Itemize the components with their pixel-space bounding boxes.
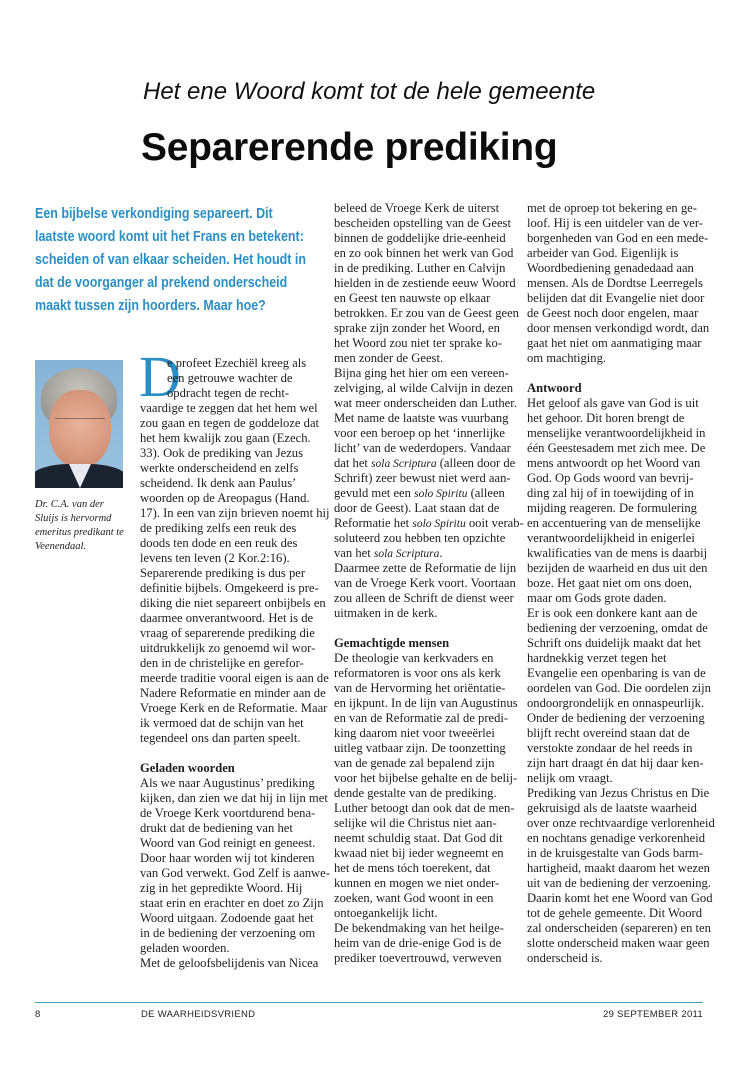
body-line: boze. Het gaat niet om ons doen, xyxy=(527,576,693,590)
caption-line: Dr. C.A. van der xyxy=(35,499,104,510)
text-run: . xyxy=(439,546,443,560)
body-line: Het geloof als gave van God is uit xyxy=(527,396,699,410)
body-line: belijden dat dit Evangelie niet door xyxy=(527,291,705,305)
text-run: van het xyxy=(334,546,374,560)
body-line: en accentuering van de menselijke xyxy=(527,516,701,530)
body-line: definitie bijbels. Omgekeerd is pre- xyxy=(140,581,319,595)
body-line: van de genade zal bepalend zijn xyxy=(334,756,495,770)
text-run: dat het xyxy=(334,456,372,470)
body-line: heim van de drie-enige God is de xyxy=(334,936,502,950)
body-line: levens ten leven (2 Kor.2:16). xyxy=(140,551,290,565)
body-line: zijn hart draagt én dat hij daar ken- xyxy=(527,756,704,770)
body-line: king daarom niet voor tweeërlei xyxy=(334,726,495,740)
body-line: blijft recht overeind staan dat de xyxy=(527,726,690,740)
body-line: het de mens tóch toerekent, dat xyxy=(334,861,491,875)
body-line: uit van de bediening der verzoening. xyxy=(527,876,711,890)
text-run: (alleen xyxy=(467,486,505,500)
body-line: Met name de laatste was vuurbang xyxy=(334,411,509,425)
body-line: Onder de bediening der verzoening xyxy=(527,711,705,725)
body-line: kunnen en mogen we niet onder- xyxy=(334,876,500,890)
body-line: neemt schuldig staat. Dat God dit xyxy=(334,831,503,845)
body-line: gaat het niet om aanmatiging maar xyxy=(527,336,702,350)
body-column-3 xyxy=(527,201,717,966)
body-line: in de kruisgestalte van Gods barm- xyxy=(527,846,703,860)
body-line: zal onderscheiden (separeren) en ten xyxy=(527,921,711,935)
body-line: verstokte zondaar de hel reeds in xyxy=(527,741,693,755)
body-line: ontoegankelijk licht. xyxy=(334,906,438,920)
body-line: arbeider van God. Eigenlijk is xyxy=(527,246,679,260)
body-line: Evangelie een openbaring is van de xyxy=(527,666,706,680)
body-line: en zo ook binnen het werk van God xyxy=(334,246,514,260)
body-line: geladen woorden. xyxy=(140,941,230,955)
body-line: menselijke verantwoordelijkheid in xyxy=(527,426,706,440)
body-line: de prediking zelfs een reuk des xyxy=(140,521,297,535)
body-line: staat erin en erachter en doet zo Zijn xyxy=(140,896,324,910)
body-line: 17). In een van zijn brieven noemt hij xyxy=(140,506,330,520)
text-run: ooit verab- xyxy=(465,516,524,530)
body-line: Separerende prediking is dus per xyxy=(140,566,306,580)
body-line: van de Vroege Kerk voort. Voortaan xyxy=(334,576,516,590)
body-line: voor een beroep op het ‘innerlijke xyxy=(334,426,505,440)
body-line: e profeet Ezechiël kreeg als xyxy=(167,356,307,370)
italic-term: solo Spiritu xyxy=(412,518,466,530)
body-line: Schrift ons duidelijk maakt dat het xyxy=(527,636,701,650)
body-line: selijke wil die Christus niet aan- xyxy=(334,816,497,830)
text-run: Reformatie het xyxy=(334,516,413,530)
publication-name: DE WAARHEIDSVRIEND xyxy=(141,1009,256,1020)
body-line: kwaad niet bij ieder wegneemt en xyxy=(334,846,504,860)
body-line: Bijna ging het hier om een vereen- xyxy=(334,366,509,380)
body-line: om machtiging. xyxy=(527,351,607,365)
italic-term: solo Spiritu xyxy=(414,488,468,500)
body-line: zelviging, al wilde Calvijn in dezen xyxy=(334,381,514,395)
body-line: werkte onderscheidend en zelfs xyxy=(140,461,299,475)
body-line xyxy=(334,486,522,501)
body-line: tegendeel ons dan parten speelt. xyxy=(140,731,301,745)
body-line: bezijden de waarheid en dus uit den xyxy=(527,561,708,575)
body-line: het gehoor. Dit horen brengt de xyxy=(527,411,685,425)
body-line: woorden op de Areopagus (Hand. xyxy=(140,491,310,505)
body-line: dende gestalte van de prediking. xyxy=(334,786,497,800)
author-photo xyxy=(35,360,123,488)
page-number: 8 xyxy=(35,1009,41,1020)
body-column-1 xyxy=(140,356,328,971)
body-line: scheidend. Ik denk aan Paulus’ xyxy=(140,476,297,490)
body-line: Nadere Reformatie en minder aan de xyxy=(140,686,326,700)
body-line: zou alleen de Schrift de dienst weer xyxy=(334,591,514,605)
drop-cap: D xyxy=(139,344,181,409)
body-line: de Vroege Kerk voortdurend bena- xyxy=(140,806,316,820)
body-line: binnen de goddelijke drie-eenheid xyxy=(334,231,506,245)
body-line: Woord van God reinigt en geneest. xyxy=(140,836,316,850)
body-line: Met de geloofsbelijdenis van Nicea xyxy=(140,956,319,970)
body-line: hielden in de zestiende eeuw Woord xyxy=(334,276,516,290)
body-line: Woordbediening genadedaad aan xyxy=(527,261,694,275)
body-line: onderscheid is. xyxy=(527,951,603,965)
body-line: mens antwoordt op het Woord van xyxy=(527,456,701,470)
text-run: gevuld met een xyxy=(334,486,415,500)
body-line: van God verwekt. God Zelf is aanwe- xyxy=(140,866,330,880)
text-run: (alleen door de xyxy=(436,456,516,470)
body-line: De theologie van kerkvaders en xyxy=(334,651,494,665)
paragraph-gap xyxy=(140,746,328,761)
body-line: soluteerd zou hebben ten opzichte xyxy=(334,531,506,545)
body-line: drukt dat de bediening van het xyxy=(140,821,293,835)
body-line: 33). Ook de prediking van Jezus xyxy=(140,446,303,460)
italic-term: sola Scriptura xyxy=(373,548,440,560)
body-line: ding zal hij of in toewijding of in xyxy=(527,486,694,500)
body-line: diking die niet separeert onbijbels en xyxy=(140,596,326,610)
body-line: meerde traditie vooral eigen is aan de xyxy=(140,671,329,685)
lead-line: Een bijbelse verkondiging separeert. Dit xyxy=(35,206,273,222)
body-line: vraag of separerende prediking die xyxy=(140,626,315,640)
body-line: voor het bijbelse gehalte en de belij- xyxy=(334,771,518,785)
body-line: Door haar worden wij tot kinderen xyxy=(140,851,315,865)
body-line: gekruisigd als de laatste waarheid xyxy=(527,801,697,815)
body-line: Woord uitgaan. Zodoende gaat het xyxy=(140,911,314,925)
body-line xyxy=(334,546,522,561)
issue-date: 29 SEPTEMBER 2011 xyxy=(603,1009,703,1020)
body-line: mijding reageren. De formulering xyxy=(527,501,697,515)
paragraph-gap xyxy=(527,366,717,381)
body-line: den in de christelijke en gerefor- xyxy=(140,656,304,670)
body-line: ondoorgrondelijk en onnaspeurlijk. xyxy=(527,696,705,710)
body-line: beleed de Vroege Kerk de uiterst xyxy=(334,201,500,215)
body-line: zou gaan en tegen de goddeloze dat xyxy=(140,416,320,430)
lead-line: maakt tussen zijn hoorders. Maar hoe? xyxy=(35,298,266,314)
body-line: maar om Gods grote daden. xyxy=(527,591,667,605)
section-heading: Geladen woorden xyxy=(140,761,235,775)
body-line: daarmee onverantwoord. Het is de xyxy=(140,611,314,625)
body-line: Schrift) zeer bewust niet werd aan- xyxy=(334,471,511,485)
article-lead xyxy=(35,203,306,318)
body-line: tot de gehele gemeente. Dit Woord xyxy=(527,906,703,920)
body-line: Luther betoogt dan ook dat de men- xyxy=(334,801,515,815)
body-line: in de prediking. Luther en Calvijn xyxy=(334,261,506,275)
body-line: God. Op Gods woord van bevrij- xyxy=(527,471,694,485)
lead-line: laatste woord komt uit het Frans en betekent: xyxy=(35,229,304,245)
body-line: het hem kwalijk zou gaan (Ezech. xyxy=(140,431,311,445)
body-line: borgenheden van God en een mede- xyxy=(527,231,709,245)
body-line: Als we naar Augustinus’ prediking xyxy=(140,776,315,790)
body-line: wat meer onderscheiden dan Luther. xyxy=(334,396,517,410)
body-line: Daarmee zette de Reformatie de lijn xyxy=(334,561,517,575)
body-line: van de Hervorming het oriëntatie- xyxy=(334,681,506,695)
body-line: mensen. Als de Dordtse Leerregels xyxy=(527,276,703,290)
body-line: hartigheid, maakt daarom het wezen xyxy=(527,861,710,875)
body-line: kijken, dan zien we dat hij in lijn met xyxy=(140,791,328,805)
body-line: de Geest noch door engelen, maar xyxy=(527,306,699,320)
author-caption xyxy=(35,498,130,554)
lead-line: scheiden of van elkaar scheiden. Het houdt in xyxy=(35,252,306,268)
body-line: sprake zijn zonder het Woord, en xyxy=(334,321,500,335)
body-line: en van de Reformatie zal de predi- xyxy=(334,711,509,725)
body-line: nelijk om vraagt. xyxy=(527,771,613,785)
body-line: Prediking van Jezus Christus en Die xyxy=(527,786,710,800)
body-line xyxy=(334,456,522,471)
body-line: hardnekkig verzet tegen het xyxy=(527,651,667,665)
body-line xyxy=(334,516,522,531)
body-line: Vroege Kerk en de Reformatie. Maar xyxy=(140,701,328,715)
body-line: men zonder de Geest. xyxy=(334,351,444,365)
paragraph-gap xyxy=(334,621,522,636)
body-line: opdracht tegen de recht- xyxy=(167,386,290,400)
body-line: bediening der verzoening, omdat de xyxy=(527,621,708,635)
body-line: bescheiden opstelling van de Geest xyxy=(334,216,511,230)
body-line: vaardige te zeggen dat het hem wel xyxy=(140,401,318,415)
body-line: zoeken, want God woont in een xyxy=(334,891,494,905)
caption-line: emeritus predikant te xyxy=(35,527,124,538)
body-line: kwalificaties van de mens is daarbij xyxy=(527,546,708,560)
article-kicker: Het ene Woord komt tot de hele gemeente xyxy=(143,78,596,105)
caption-line: Veenendaal. xyxy=(35,541,87,552)
article-title: Separerende prediking xyxy=(141,126,558,169)
body-line: Daarin komt het ene Woord van God xyxy=(527,891,713,905)
body-line: een getrouwe wachter de xyxy=(167,371,293,385)
body-line: met de oproep tot bekering en ge- xyxy=(527,201,697,215)
body-line: reformatoren is voor ons als kerk xyxy=(334,666,501,680)
body-line: over onze rechtvaardige verlorenheid xyxy=(527,816,715,830)
italic-term: sola Scriptura xyxy=(371,458,437,470)
body-line: en ijkpunt. In de lijn van Augustinus xyxy=(334,696,518,710)
body-line: en Geest ten nauwste op elkaar xyxy=(334,291,491,305)
body-line: door de Geest). Laat staan dat de xyxy=(334,501,500,515)
body-line: uitmaken in de kerk. xyxy=(334,606,438,620)
body-line: één Geestesadem met zich mee. De xyxy=(527,441,706,455)
body-line: oordelen van God. Die oordelen zijn xyxy=(527,681,711,695)
body-line: betrokken. Er zou van de Geest geen xyxy=(334,306,519,320)
body-line: het Woord zou niet ter sprake ko- xyxy=(334,336,503,350)
body-line: uitleg vatbaar zijn. De toonzetting xyxy=(334,741,506,755)
body-line: Er is ook een donkere kant aan de xyxy=(527,606,698,620)
lead-line: dat de voorganger al prekend onderscheid xyxy=(35,275,288,291)
body-line: zig in het gepredikte Woord. Hij xyxy=(140,881,303,895)
body-line: loof. Hij is een uitdeler van de ver- xyxy=(527,216,703,230)
body-line: prediker toevertrouwd, verweven xyxy=(334,951,502,965)
body-line: door mensen verkondigd wordt, dan xyxy=(527,321,710,335)
body-column-2 xyxy=(334,201,522,966)
footer-rule xyxy=(35,1002,703,1003)
body-line: verantwoordelijkheid in enigerlei xyxy=(527,531,695,545)
body-line: licht’ van de wederdopers. Vandaar xyxy=(334,441,511,455)
body-line: ik vermoed dat de schijn van het xyxy=(140,716,304,730)
body-line: slotte onderscheid maken waar geen xyxy=(527,936,710,950)
section-heading: Antwoord xyxy=(527,381,582,395)
body-line: in de bediening der verzoening om xyxy=(140,926,316,940)
caption-line: Sluijs is hervormd xyxy=(35,513,112,524)
body-line: en nochtans genadige verkorenheid xyxy=(527,831,705,845)
body-line: De bekendmaking van het heilge- xyxy=(334,921,504,935)
section-heading: Gemachtigde mensen xyxy=(334,636,450,650)
body-line: uitdrukkelijk zo genoemd wil wor- xyxy=(140,641,316,655)
body-line: doods ten dode en een reuk des xyxy=(140,536,298,550)
